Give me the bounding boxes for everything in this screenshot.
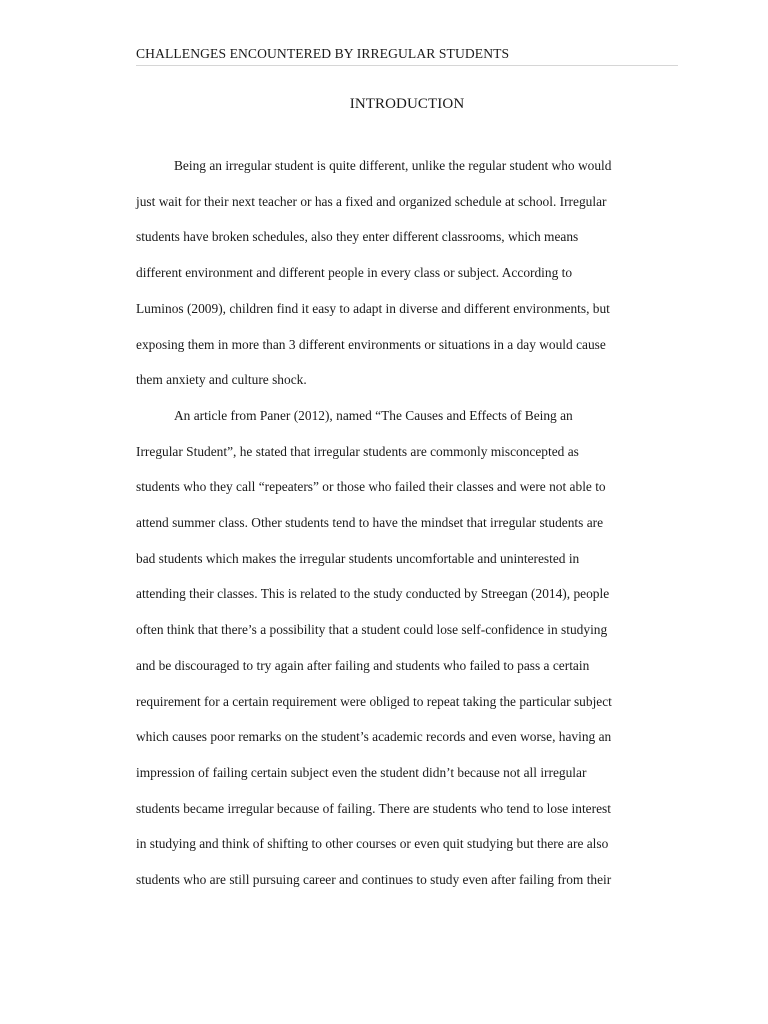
- text-line: Irregular Student”, he stated that irregular students are commonly misconcepted as: [136, 443, 579, 459]
- text-line: exposing them in more than 3 different environments or situations in a day would cause: [136, 336, 606, 352]
- text-line: Luminos (2009), children find it easy to adapt in diverse and different environments, but: [136, 300, 610, 316]
- body-text: [136, 148, 678, 898]
- text-line: in studying and think of shifting to other courses or even quit studying but there are also: [136, 836, 609, 852]
- text-line: which causes poor remarks on the student’s academic records and even worse, having an: [136, 729, 612, 745]
- text-line: students have broken schedules, also they enter different classrooms, which means: [136, 229, 579, 245]
- paragraph-2: [136, 398, 678, 898]
- text-line: attend summer class. Other students tend to have the mindset that irregular students are: [136, 515, 604, 531]
- text-line: bad students which makes the irregular students uncomfortable and uninterested in: [136, 550, 580, 566]
- text-line: Being an irregular student is quite different, unlike the regular student who would: [174, 158, 612, 173]
- text-line: different environment and different people in every class or subject. According to: [136, 265, 573, 281]
- text-line: often think that there’s a possibility that a student could lose self-confidence in studying: [136, 622, 608, 638]
- section-heading: INTRODUCTION: [349, 96, 465, 112]
- running-header-title: CHALLENGES ENCOUNTERED BY IRREGULAR STUDENTS: [136, 44, 678, 66]
- text-line: them anxiety and culture shock.: [136, 372, 307, 388]
- text-line: just wait for their next teacher or has a fixed and organized schedule at school. Irregular: [136, 193, 607, 209]
- text-line: requirement for a certain requirement were obliged to repeat taking the particular subject: [136, 693, 612, 709]
- text-line: students who are still pursuing career and continues to study even after failing from their: [136, 872, 612, 888]
- text-line: and be discouraged to try again after failing and students who failed to pass a certain: [136, 657, 590, 673]
- paragraph-1: [136, 148, 678, 398]
- text-line: attending their classes. This is related to the study conducted by Streegan (2014), people: [136, 586, 610, 602]
- text-line: An article from Paner (2012), named “The Causes and Effects of Being an: [174, 407, 573, 423]
- text-line: students who they call “repeaters” or those who failed their classes and were not able to: [136, 479, 606, 495]
- text-line: impression of failing certain subject even the student didn’t because not all irregular: [136, 764, 587, 780]
- text-line: students became irregular because of failing. There are students who tend to lose interest: [136, 800, 611, 816]
